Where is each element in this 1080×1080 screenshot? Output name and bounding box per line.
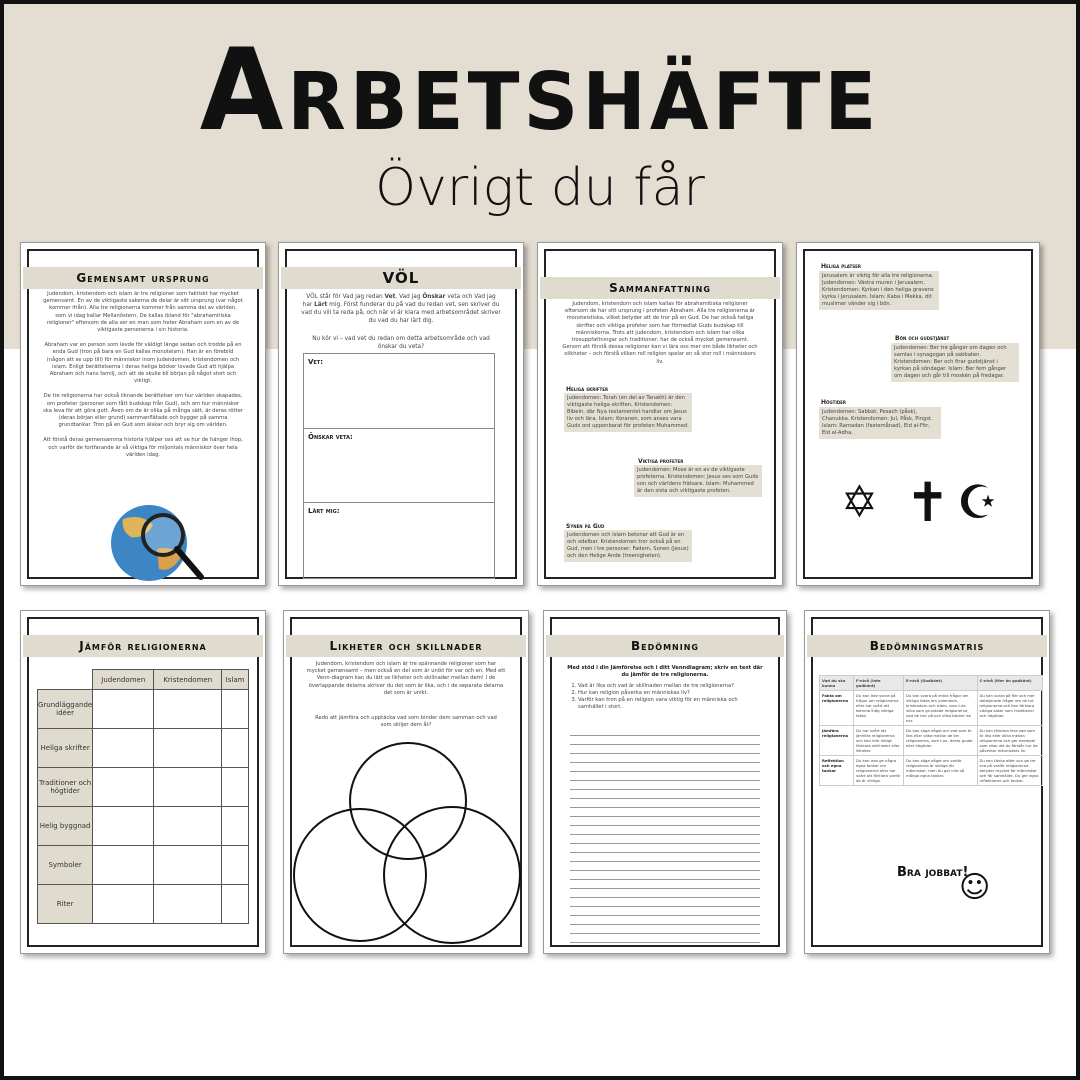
table-cell[interactable] <box>222 690 249 729</box>
rubric-cell: Du kan svara på enkla frågor om viktiga fakta om judendom, kristendom och islam, som t.ex. vilka som grundade religionerna, vad de tror på och vilka böcker de har. <box>904 691 978 726</box>
box-label: Önskar veta: <box>308 433 353 441</box>
globe-magnifier-icon <box>101 499 211 585</box>
table-cell[interactable] <box>93 885 154 924</box>
compare-table <box>37 669 249 924</box>
rubric-cell: Jämföra religionerna <box>820 726 854 756</box>
page-vol <box>278 242 524 586</box>
info-box: Judendomen: Ber tre gånger om dagen och samlas i synagogan på sabbaten. Kristendomen: Ber och firar gudstjänst i kyrkan på söndagar. Islam: Ber fem gånger om dagen och går till moskén på fredagar. <box>891 343 1019 382</box>
page-header: Likheter och skillnader <box>286 635 526 657</box>
page-header: VÖL <box>281 267 521 289</box>
venn-diagram[interactable] <box>292 735 524 955</box>
table-cell[interactable] <box>93 768 154 807</box>
box-label: Lärt mig: <box>308 507 340 515</box>
venn-intro: Judendom, kristendom och islam är tre spännande religioner som har mycket gemensamt – men också en del som är unikt för var och en. Med ett Venn-diagram kan du lätt se likheter och skillnader mellan dem! I de överlappande delarna skriver du det som är lika, och i de separata delarna det som är unikt. <box>306 661 506 696</box>
info-box: Judendomen: Torah (en del av Tanakh) är den viktigaste heliga skriften. Kristendomen: Bibeln, där Nya testamentet handlar om Jesus liv och lära. Islam: Koranen, som anses vara Guds ord uppenbarat för profeten Muhammed. <box>564 393 692 432</box>
column-header: Kristendomen <box>154 670 222 690</box>
column-header: Judendomen <box>93 670 154 690</box>
page-header: Sammanfattning <box>540 277 780 299</box>
section-label: Heliga skrifter <box>566 386 609 393</box>
table-cell[interactable] <box>154 729 222 768</box>
rubric-cell: Fakta om religionerna <box>820 691 854 726</box>
info-box: Jerusalem är viktig för alla tre religionerna. Judendomen: Västra muren i Jerusalem. Kristendomen: Kyrkan i den heliga gravens kyrka i Jerusalem. Islam: Kaba i Mekka, dit muslimer vänder sig i bön. <box>819 271 939 310</box>
writing-lines[interactable] <box>570 727 760 947</box>
paragraph: Abraham var en person som levde för väldigt länge sedan och trodde på en enda Gud (tron på bara en Gud kallas monoteism). Han är en förebild (någon att se upp till) för människor inom judendomen, kristendomen och islam. Enligt berättelserna i deras heliga böcker lovade Gud att hjälpa Abraham och hans familj, och att de skulle bli början på något stort och viktigt. <box>44 342 242 385</box>
rubric-head: C-nivå (Mer än godkänt) <box>977 676 1043 691</box>
cheer-text: Bra jobbat! <box>897 865 969 880</box>
vol-intro <box>301 293 501 325</box>
section-label: Bön och gudstjänst <box>895 335 950 342</box>
table-cell[interactable] <box>154 846 222 885</box>
rubric-cell: Reflektion och egna tankar <box>820 756 854 786</box>
cross-icon: ✝ <box>905 471 951 534</box>
page-header: Gemensamt ursprung <box>23 267 263 289</box>
page-gemensamt-ursprung <box>20 242 266 586</box>
paragraph: De tre religionerna har också liknande berättelser om hur världen skapades, om profeter (personer som fått budskap från Gud), och om hur människor ska leva för att göra gott. Även om de är olika på många sätt, är deras rötter (deras början eller grund) sammanflätade och bygger på samma grundtankar. Tron på en Gud som älskar och bryr sig om världen. <box>43 393 243 429</box>
rubric-cell: Du kan förklara fera vad som är lika eller olika mellan religionerna och ger exempel som visar att du förstår hur de påverkar människors liv. <box>977 726 1043 756</box>
intro-text: mig. Först funderar du på vad du redan vet, sen skriver du vad du vill ta reda på, och när vi är klara med arbetsområdet skriver du vad du har lärt dig. <box>301 302 501 324</box>
venn-prompt: Redo att jämföra och upptäcka vad som binder dem samman och vad som skiljer dem åt? <box>315 715 497 729</box>
table-cell[interactable] <box>154 885 222 924</box>
table-cell[interactable] <box>93 846 154 885</box>
info-box: Judendomen: Mose är en av de viktigaste profeterna. Kristendomen: Jesus ses som Guds son och världens frälsare. Islam: Muhammed är den sista och viktigaste profeten. <box>634 465 762 497</box>
info-box: Judendomen: Sabbat, Pesach (påsk), Chanukka. Kristendomen: Jul, Påsk, Pingst. Islam: Ramadan (fastemånad), Eid al-Fitr, Eid al-Adha. <box>819 407 941 439</box>
smiley-icon: ☺ <box>959 870 991 905</box>
table-cell[interactable] <box>222 885 249 924</box>
crescent-star-icon: ☪ <box>957 475 999 529</box>
page-header: Bedömningsmatris <box>807 635 1047 657</box>
rubric-cell: Du kan säga något om vad som är lika eller olika mellan de tre religionerna, som t.ex. deras gudar eller högtider. <box>904 726 978 756</box>
section-label: Synen på Gud <box>566 523 605 530</box>
vet-box[interactable] <box>303 353 495 429</box>
paragraph: Judendom, kristendom och islam är tre religioner som faktiskt har mycket gemensamt. En av de viktigaste sakerna de delar är sitt ursprung (var något kommer ifrån). Alla tre religionerna kommer från samma del av världen, som vi idag kallar Mellanöstern. De kallas ibland för "abrahamitiska religioner" eftersom de alla ser en man som heter Abraham som en av de viktigaste personerna i sin historia. <box>43 291 243 334</box>
page-header: Jämför religionerna <box>23 635 263 657</box>
section-label: Högtider <box>821 399 846 406</box>
table-cell[interactable] <box>93 729 154 768</box>
box-label: Vet: <box>308 358 324 366</box>
intro-bold: Önskar <box>422 294 446 300</box>
intro-text: veta och Vad jag har <box>302 294 496 308</box>
question: 1. Vad är lika och vad är skillnaden mellan de tre religionerna? <box>578 683 764 690</box>
page-bedomningsmatris <box>804 610 1050 954</box>
question-list <box>578 683 764 711</box>
table-cell[interactable] <box>222 768 249 807</box>
table-cell[interactable] <box>154 768 222 807</box>
table-cell[interactable] <box>93 807 154 846</box>
row-header: Symboler <box>38 846 93 885</box>
page-likheter <box>283 610 529 954</box>
vol-prompt: Nu kör vi – vad vet du redan om detta arbetsområde och vad önskar du veta? <box>312 336 490 350</box>
intro-bold: Vet <box>384 294 396 300</box>
rubric-cell: Du kan inte svara på frågor om religionerna eller har svårt att komma ihåg viktiga fakta. <box>854 691 904 726</box>
rubric-head: Vad du ska kunna <box>820 676 854 691</box>
intro-text: VÖL står för Vad jag redan <box>306 294 385 300</box>
rubric-cell: Du kan säga något om varför religionerna är viktiga för människor, men du ger inte så många egna tankar. <box>904 756 978 786</box>
rubric-cell: Du kan tänka efter och ge tre sva på varför religionerna betyder mycket för människor och för samhället. Du ger egna reflektioner och tankar. <box>977 756 1043 786</box>
rubric-cell: Du har svårt att jämföra religionerna och kan inte riktigt förklara skillnader eller likheter. <box>854 726 904 756</box>
question: 2. Hur kan religion påverka en människas liv? <box>578 690 764 697</box>
row-header: Heliga skrifter <box>38 729 93 768</box>
page-header: Bedömning <box>546 635 784 657</box>
paragraph: Att förstå deras gemensamma historia hjälper oss att se hur de hänger ihop, och varför de fortfarande är så viktiga för miljontals människor över hela världen idag. <box>43 437 243 458</box>
table-cell[interactable] <box>93 690 154 729</box>
row-header: Grundläggande idéer <box>38 690 93 729</box>
rubric-table <box>819 675 1043 786</box>
star-of-david-icon: ✡ <box>841 477 878 528</box>
table-cell[interactable] <box>222 729 249 768</box>
page-subtitle: Övrigt du får <box>375 158 705 218</box>
section-label: Heliga platser <box>821 263 861 270</box>
intro-bold: Lärt <box>314 302 328 308</box>
rubric-head: E-nivå (Godkänt) <box>904 676 978 691</box>
question: 3. Varför kan tron på en religion vara viktig för en människa och samhället i stort. <box>578 697 764 711</box>
column-header: Islam <box>222 670 249 690</box>
intro-text: , Vad jag <box>395 294 423 300</box>
table-cell[interactable] <box>154 690 222 729</box>
row-header: Riter <box>38 885 93 924</box>
info-box: Judendomen och islam betonar att Gud är en och odelbar. Kristendomen tror också på en Gud, men i tre personer: Fadern, Sonen (Jesus) och den Helige Ande (treenigheten). <box>564 530 692 562</box>
rubric-cell: Du kan svara på fler och mer detaljerade frågor om de tre religionerna och kan förklara viktiga saker som traditioner och högtider. <box>977 691 1043 726</box>
empty-cell <box>38 670 93 690</box>
table-cell[interactable] <box>222 846 249 885</box>
lart-box[interactable] <box>303 503 495 579</box>
page-jamfor <box>20 610 266 954</box>
rubric-cell: Du kan inte ge några egna tankar om religionerna eller har svårt att förklara varför de är viktiga. <box>854 756 904 786</box>
rubric-head: F-nivå (inte godkänt) <box>854 676 904 691</box>
page-sammanfattning <box>537 242 783 586</box>
assessment-intro: Med stöd i din Jämförelse och i ditt Venndiagram; skriv en text där du jämför de tre religionerna. <box>567 665 763 679</box>
onskar-box[interactable] <box>303 429 495 503</box>
page-platser-hogtider <box>796 242 1040 586</box>
row-header: Traditioner och högtider <box>38 768 93 807</box>
section-label: Viktiga profeter <box>638 458 684 465</box>
summary-intro: Judendom, kristendom och islam kallas för abrahamitiska religioner eftersom de har sitt ursprung i profeten Abraham. Alla tre religionerna är monoteistiska, vilket betyder att de tror på en Gud. De har också heliga skrifter och viktiga profeter som har förmedlat Guds budskap till människorna. Trots att judendom, kristendom och islam har olika trosuppfattningar och traditioner, har de också mycket gemensamt. Genom att förstå dessa religioner kan vi lära oss mer om både likheter och olikheter – och förstå vilken roll religion spelar en så stor roll i människors liv. <box>562 301 758 365</box>
table-cell[interactable] <box>154 807 222 846</box>
table-cell[interactable] <box>222 807 249 846</box>
row-header: Helig byggnad <box>38 807 93 846</box>
page-title: Arbetshäfte <box>199 24 881 157</box>
page-bedomning <box>543 610 787 954</box>
